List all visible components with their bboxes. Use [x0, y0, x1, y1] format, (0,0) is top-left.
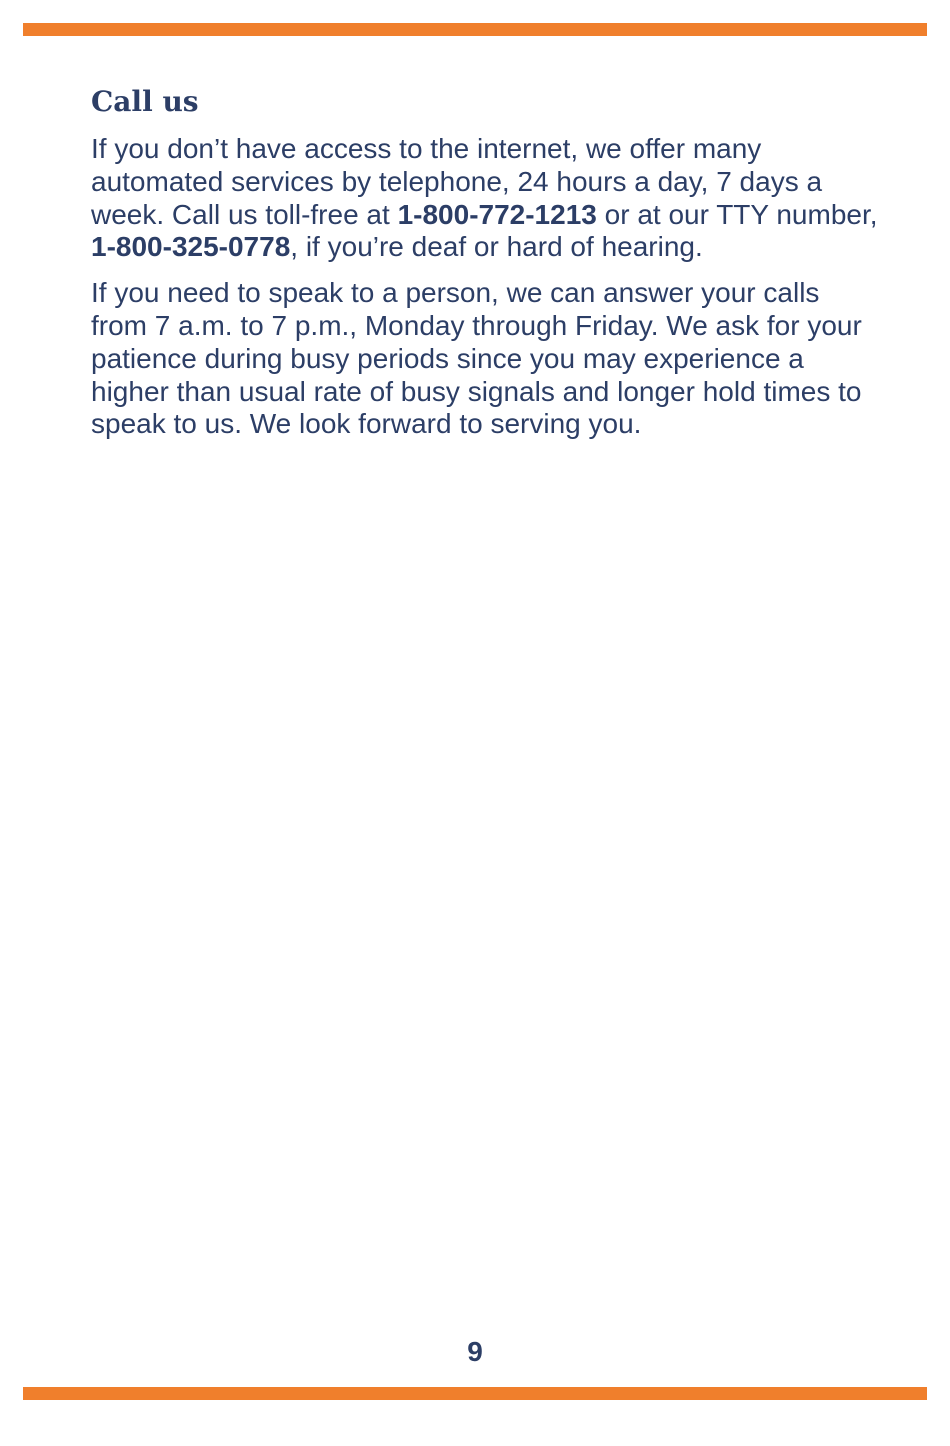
section-heading: Call us — [91, 85, 199, 118]
page-number: 9 — [467, 1336, 483, 1367]
paragraph-text: If you don’t have access to the internet, we offer many automated services by telephone, 24 hours a day, 7 days a week. Call us toll-free at — [91, 133, 823, 230]
top-accent-rule — [23, 23, 927, 36]
page-content — [91, 82, 881, 454]
paragraph-text: , if you’re deaf or hard of hearing. — [290, 231, 703, 263]
paragraph-speak-to-person: If you need to speak to a person, we can answer your calls from 7 a.m. to 7 p.m., Monday through Friday. We ask for your patience during busy periods since you may experience a higher than usual rate of busy signals and longer hold times to speak to us. We look forward to serving you. — [91, 277, 862, 440]
paragraph-phone-services — [91, 133, 881, 264]
bottom-accent-rule — [23, 1387, 927, 1400]
tty-phone-number: 1-800-325-0778 — [91, 231, 291, 263]
toll-free-phone-number: 1-800-772-1213 — [397, 198, 597, 230]
paragraph-text: or at our TTY number, — [596, 198, 878, 230]
